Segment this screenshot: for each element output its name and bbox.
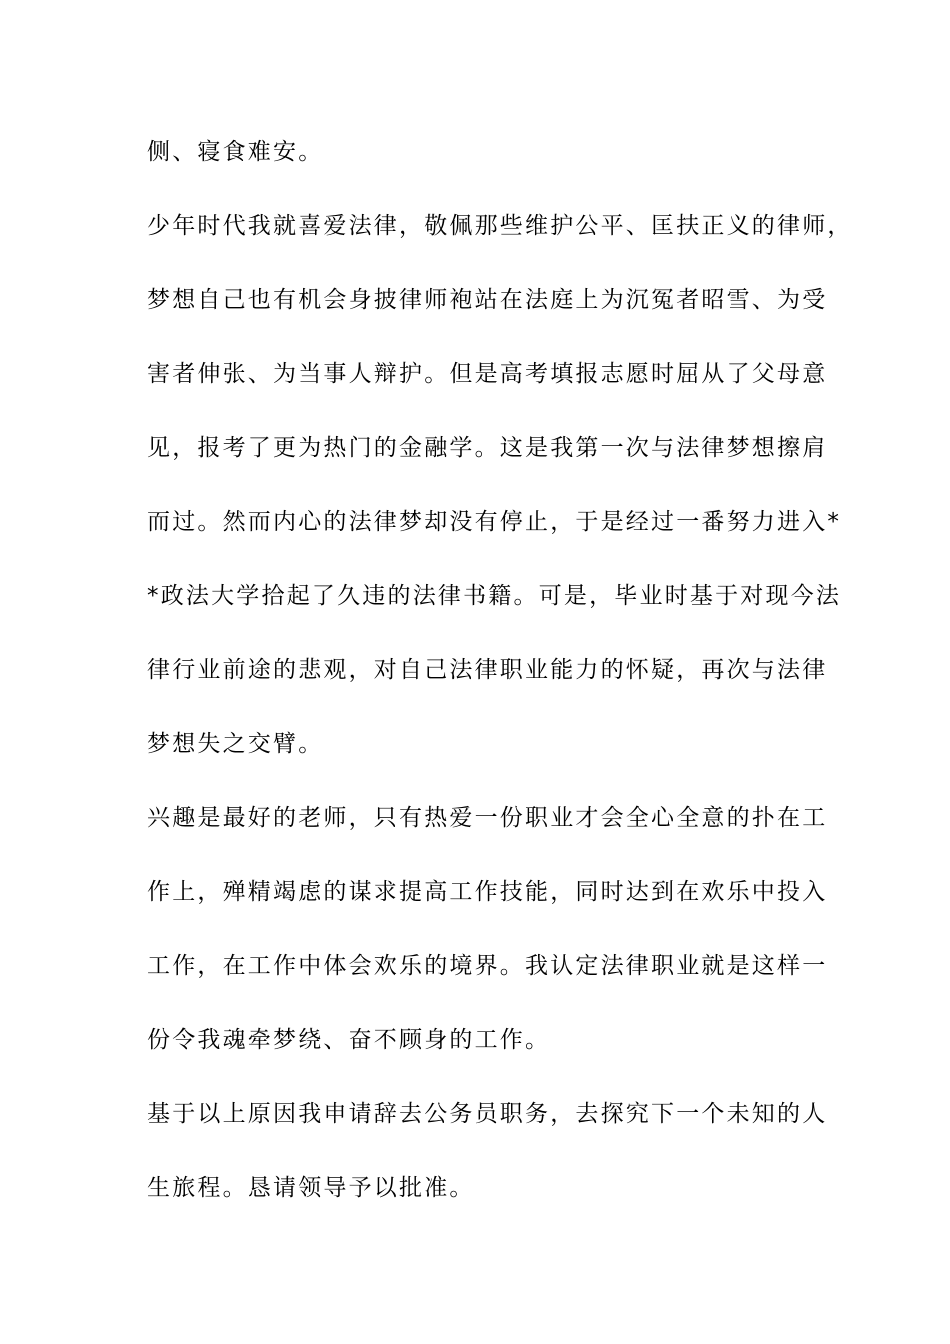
text-line: 侧、寝食难安。 bbox=[147, 139, 324, 165]
document-body bbox=[147, 129, 853, 1239]
text-line: 而过。然而内心的法律梦却没有停止，于是经过一番努力进入* bbox=[147, 509, 842, 535]
text-line: 害者伸张、为当事人辩护。但是高考填报志愿时屈从了父母意 bbox=[147, 361, 828, 387]
text-line: 律行业前途的悲观，对自己法律职业能力的怀疑，再次与法律 bbox=[147, 657, 828, 683]
text-line: 份令我魂牵梦绕、奋不顾身的工作。 bbox=[147, 1027, 551, 1053]
text-line: 少年时代我就喜爱法律，敬佩那些维护公平、匡扶正义的律师， bbox=[147, 213, 853, 239]
text-line: 见，报考了更为热门的金融学。这是我第一次与法律梦想擦肩 bbox=[147, 435, 828, 461]
text-line: 梦想自己也有机会身披律师袍站在法庭上为沉冤者昭雪、为受 bbox=[147, 287, 828, 313]
text-line: 梦想失之交臂。 bbox=[147, 731, 324, 757]
text-line: 作上，殚精竭虑的谋求提高工作技能，同时达到在欢乐中投入 bbox=[147, 879, 828, 905]
text-line: 生旅程。恳请领导予以批准。 bbox=[147, 1175, 475, 1201]
text-line: 工作，在工作中体会欢乐的境界。我认定法律职业就是这样一 bbox=[147, 953, 828, 979]
text-line: 基于以上原因我申请辞去公务员职务，去探究下一个未知的人 bbox=[147, 1101, 828, 1127]
text-line: 兴趣是最好的老师，只有热爱一份职业才会全心全意的扑在工 bbox=[147, 805, 828, 831]
text-line: *政法大学拾起了久违的法律书籍。可是，毕业时基于对现今法 bbox=[147, 583, 842, 609]
